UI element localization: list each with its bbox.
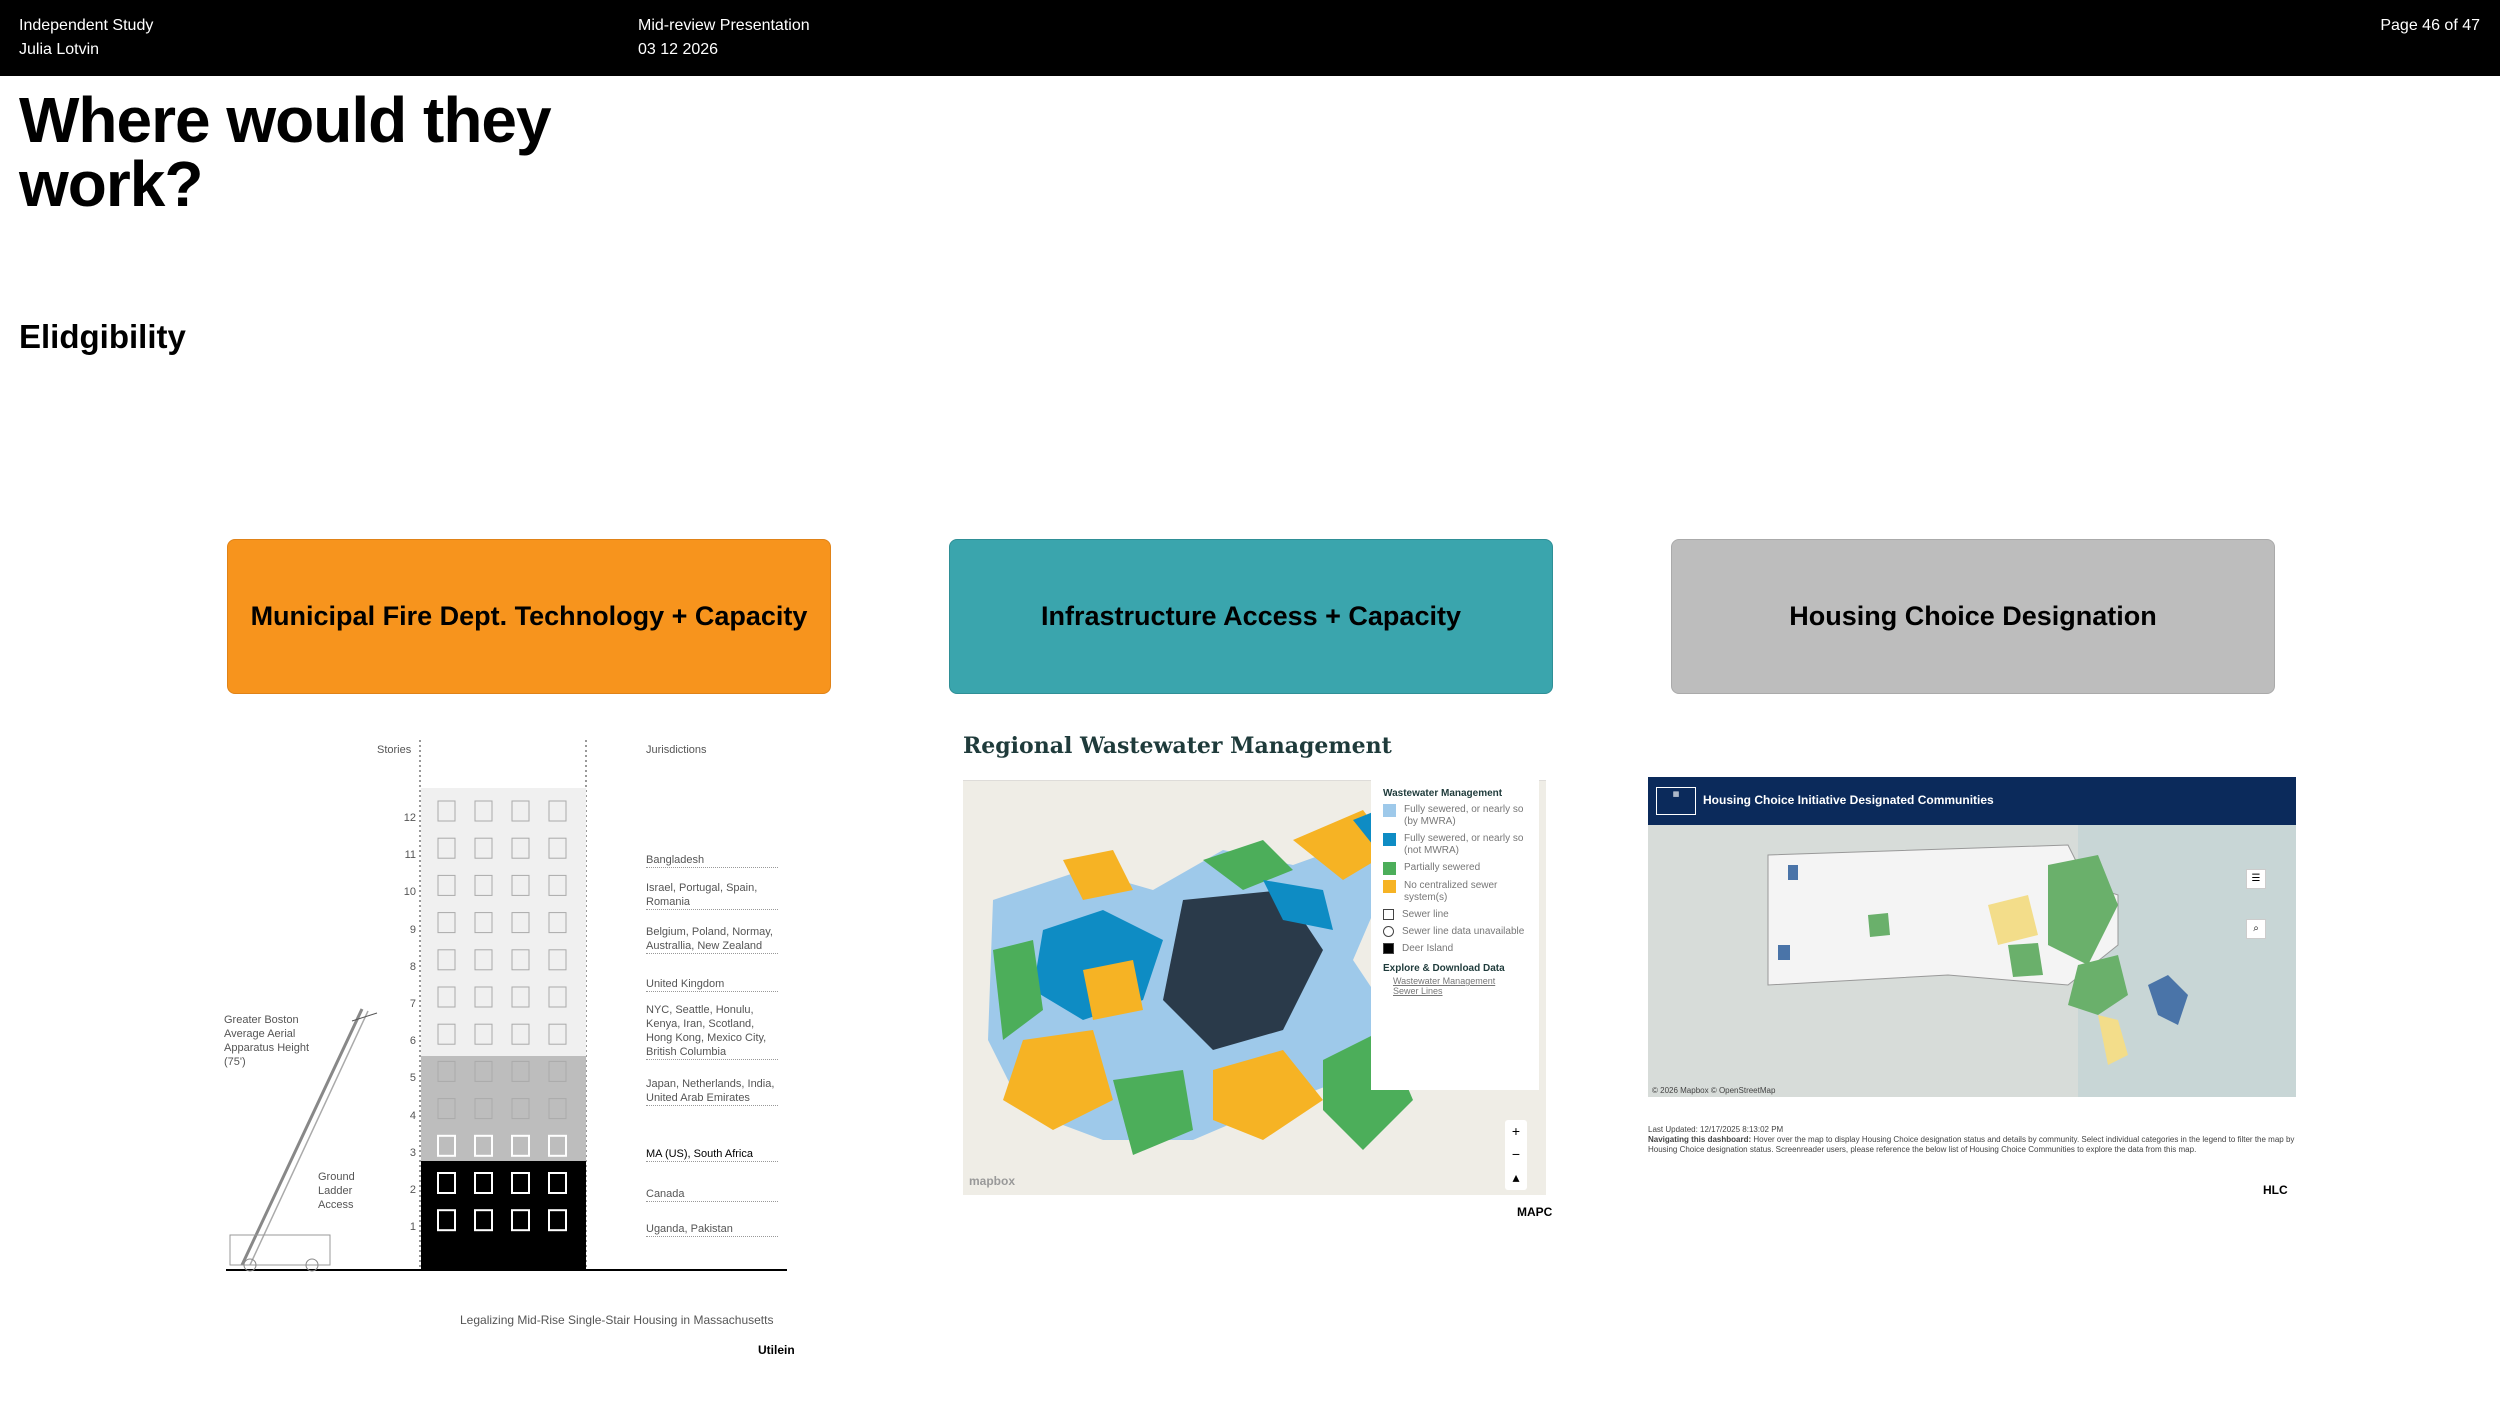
jurisdiction-item: Canada	[646, 1187, 778, 1202]
legend-label: Fully sewered, or nearly so (not MWRA)	[1404, 833, 1524, 856]
jurisdiction-item: NYC, Seattle, Honulu, Kenya, Iran, Scotland, Hong Kong, Mexico City, British Columbia	[646, 1003, 778, 1060]
legend-item[interactable]	[1383, 833, 1533, 857]
legend-swatch	[1383, 804, 1396, 817]
housing-map[interactable]	[1648, 825, 2296, 1097]
slide-title-line2: work?	[19, 148, 203, 220]
legend-item[interactable]	[1383, 943, 1533, 955]
author-name: Julia Lotvin	[19, 41, 100, 58]
housing-credit: HLC	[2263, 1183, 2288, 1197]
wastewater-legend	[1371, 780, 1539, 1090]
compass-button[interactable]: ▴	[1512, 1169, 1520, 1185]
housing-nav-instructions	[1648, 1135, 2296, 1155]
header-bar	[0, 0, 2500, 76]
housing-map-header	[1648, 777, 2296, 825]
legend-label: Fully sewered, or nearly so (by MWRA)	[1404, 804, 1524, 827]
legend-swatch	[1383, 833, 1396, 846]
fire-diagram	[222, 735, 802, 1365]
housing-panel	[1648, 777, 2298, 1207]
page-number: Page 46 of 47	[2380, 17, 2480, 34]
search-icon[interactable]: ⌕	[2246, 919, 2266, 939]
legend-label: Sewer line	[1402, 909, 1449, 920]
card-housing-choice-label: Housing Choice Designation	[1789, 601, 2157, 631]
wastewater-map[interactable]	[963, 780, 1546, 1195]
stories-label: Stories	[377, 744, 412, 756]
ground-ladder-label: Ground Ladder Access	[318, 1171, 355, 1211]
mapbox-logo: mapbox	[969, 1174, 1016, 1188]
card-infrastructure	[949, 539, 1553, 694]
card-fire-dept	[227, 539, 831, 694]
story-number: 12	[403, 812, 416, 824]
jurisdiction-item: Uganda, Pakistan	[646, 1222, 778, 1237]
presentation-date: 03 12 2026	[638, 41, 719, 58]
housing-logo: ▦	[1656, 787, 1696, 815]
story-number: 8	[409, 960, 416, 973]
housing-map-title: Housing Choice Initiative Designated Communities	[1703, 793, 1994, 807]
jurisdiction-item: Bangladesh	[646, 853, 778, 868]
story-number: 10	[403, 886, 416, 899]
jurisdiction-item: United Kingdom	[646, 977, 778, 992]
legend-label: Deer Island	[1402, 943, 1454, 954]
card-infrastructure-label: Infrastructure Access + Capacity	[1041, 601, 1461, 631]
story-number: 3	[409, 1146, 416, 1159]
slide-title-line1: Where would they	[19, 84, 551, 156]
story-number: 5	[409, 1072, 416, 1085]
story-number: 7	[409, 998, 416, 1010]
legend-swatch	[1383, 943, 1394, 954]
slide-title	[19, 84, 551, 220]
legend-label: No centralized sewer system(s)	[1404, 880, 1498, 903]
fire-diagram-credit: Utilein	[758, 1343, 795, 1357]
slide-subtitle: Elidgibility	[19, 318, 186, 355]
housing-nav-text: Hover over the map to display Housing Choice designation status and details by community. Select individual categories in the legend to filter the map by Housing Choice designation status. Screenreader users, please reference the below list of Housing Choice Communities to explore the data from this map.	[1648, 1135, 2295, 1154]
legend-label: Sewer line data unavailable	[1402, 926, 1525, 937]
jurisdiction-item: MA (US), South Africa	[646, 1147, 778, 1162]
legend-item[interactable]	[1383, 909, 1533, 921]
map-zoom-controls	[1505, 1120, 1527, 1190]
card-fire-dept-label: Municipal Fire Dept. Technology + Capacity	[250, 601, 808, 631]
housing-map-shapes	[1648, 825, 2296, 1097]
legend-swatch	[1383, 862, 1396, 875]
legend-title: Wastewater Management	[1383, 788, 1503, 799]
presentation-name: Mid-review Presentation	[638, 17, 810, 34]
ladder-label: Greater Boston Average Aerial Apparatus Height (75')	[224, 1014, 309, 1068]
legend-item[interactable]	[1383, 926, 1533, 938]
link-wastewater-management[interactable]: Wastewater Management	[1393, 976, 1496, 986]
housing-nav-label: Navigating this dashboard:	[1648, 1135, 1752, 1144]
story-number: 4	[409, 1109, 416, 1122]
legend-item[interactable]	[1383, 880, 1533, 904]
housing-updated: Last Updated: 12/17/2025 8:13:02 PM	[1648, 1125, 1784, 1134]
zoom-in-button[interactable]: +	[1511, 1123, 1521, 1139]
legend-item[interactable]	[1383, 862, 1533, 875]
story-number: 6	[409, 1035, 416, 1048]
explore-title: Explore & Download Data	[1383, 963, 1505, 974]
jurisdiction-item: Israel, Portugal, Spain, Romania	[646, 881, 778, 910]
zoom-out-button[interactable]: −	[1511, 1146, 1521, 1162]
legend-label: Partially sewered	[1404, 862, 1481, 873]
housing-map-credit: © 2026 Mapbox © OpenStreetMap	[1652, 1086, 1776, 1095]
wastewater-panel	[963, 733, 1563, 1233]
legend-toggle-icon[interactable]: ☰	[2246, 869, 2266, 889]
course-name: Independent Study	[19, 17, 154, 34]
story-number: 9	[409, 923, 416, 936]
story-number: 1	[409, 1221, 416, 1234]
story-number: 2	[409, 1184, 416, 1196]
legend-swatch	[1383, 926, 1394, 937]
fire-diagram-caption: Legalizing Mid-Rise Single-Stair Housing in Massachusetts	[460, 1313, 774, 1327]
jurisdictions-label: Jurisdictions	[646, 744, 707, 756]
story-number: 11	[404, 849, 416, 862]
legend-swatch	[1383, 880, 1396, 893]
jurisdiction-item: Japan, Netherlands, India, United Arab Emirates	[646, 1077, 778, 1106]
legend-swatch	[1383, 909, 1394, 920]
jurisdiction-item: Belgium, Poland, Normay, Australlia, New Zealand	[646, 925, 778, 954]
card-housing-choice	[1671, 539, 2275, 694]
link-sewer-lines[interactable]: Sewer Lines	[1393, 986, 1443, 996]
legend-item[interactable]	[1383, 804, 1533, 828]
wastewater-credit: MAPC	[1517, 1205, 1553, 1219]
wastewater-title: Regional Wastewater Management	[963, 733, 1392, 759]
